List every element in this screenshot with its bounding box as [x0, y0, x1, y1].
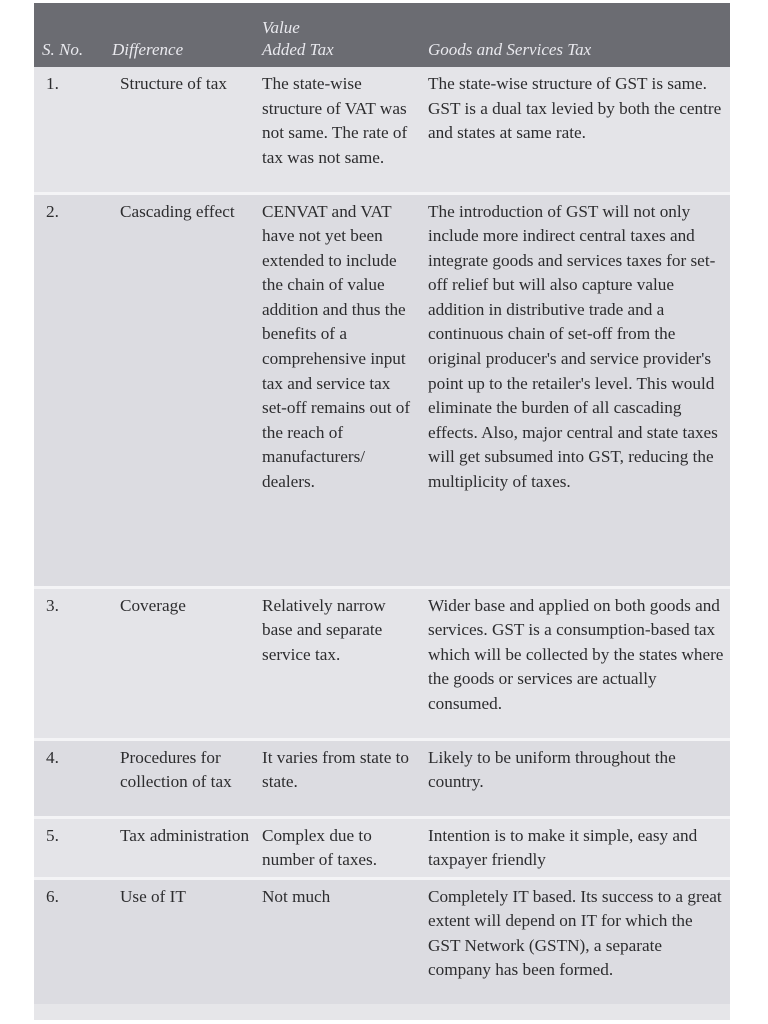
table-row [34, 67, 730, 193]
header-vat-line2: Added Tax [262, 40, 334, 59]
row-vat: The state-wise structure of VAT was not same. The rate of tax was not same. [256, 67, 422, 193]
comparison-table-container [34, 3, 730, 1020]
table-row [34, 587, 730, 739]
row-difference: Use of IT [120, 886, 186, 906]
row-gst: The state-wise structure of GST is same. GST is a dual tax levied by both the centre and states at same rate. [422, 67, 730, 193]
row-difference: Structure of tax [106, 67, 256, 193]
table-row [34, 193, 730, 587]
row-vat: Relatively narrow base and separate service tax. [256, 587, 422, 739]
table-row [34, 817, 730, 878]
row-sno: 5. [34, 817, 106, 878]
row-vat: CENVAT and VAT have not yet been extended to include the chain of value addition and thus the benefits of a comprehensive input tax and service tax set-off remains out of the reach of manufacturers/ dealers. [256, 193, 422, 587]
row-gst: Completely IT based. Its success to a great extent will depend on IT for which the GST Network (GSTN), a separate company has been formed. [428, 886, 722, 980]
row-sno: 6. [46, 886, 59, 906]
row-sno: 1. [34, 67, 106, 193]
table-header-row [34, 3, 730, 67]
header-gst: Goods and Services Tax [428, 40, 592, 59]
row-vat: It varies from state to state. [256, 739, 422, 817]
header-sno: S. No. [42, 40, 84, 59]
row-difference: Coverage [106, 587, 256, 739]
row-sno: 2. [34, 193, 106, 587]
row-difference: Tax administration [106, 817, 256, 878]
row-sno: 4. [34, 739, 106, 817]
row-vat: Not much [262, 886, 331, 906]
row-sno: 3. [34, 587, 106, 739]
row-difference: Cascading effect [106, 193, 256, 587]
table-row [34, 739, 730, 817]
row-gst: Likely to be uniform throughout the country. [422, 739, 730, 817]
row-vat: Complex due to number of taxes. [256, 817, 422, 878]
table-row [34, 878, 730, 1004]
row-gst: Intention is to make it simple, easy and taxpayer friendly [422, 817, 730, 878]
vat-gst-comparison-table [34, 3, 730, 1004]
row-difference: Procedures for collection of tax [106, 739, 256, 817]
row-gst: Wider base and applied on both goods and services. GST is a consumption-based tax which will be collected by the states where the goods or services are actually consumed. [422, 587, 730, 739]
row-gst: The introduction of GST will not only include more indirect central taxes and integrate goods and services taxes for set-off relief but will also capture value addition in distributive trade and a continuous chain of set-off from the original producer's and service provider's point up to the retailer's level. This would eliminate the burden of all cascading effects. Also, major central and state taxes will get subsumed into GST, reducing the multiplicity of taxes. [422, 193, 730, 587]
header-vat [256, 3, 422, 67]
header-difference: Difference [112, 40, 184, 59]
header-vat-line1: Value [262, 18, 300, 37]
